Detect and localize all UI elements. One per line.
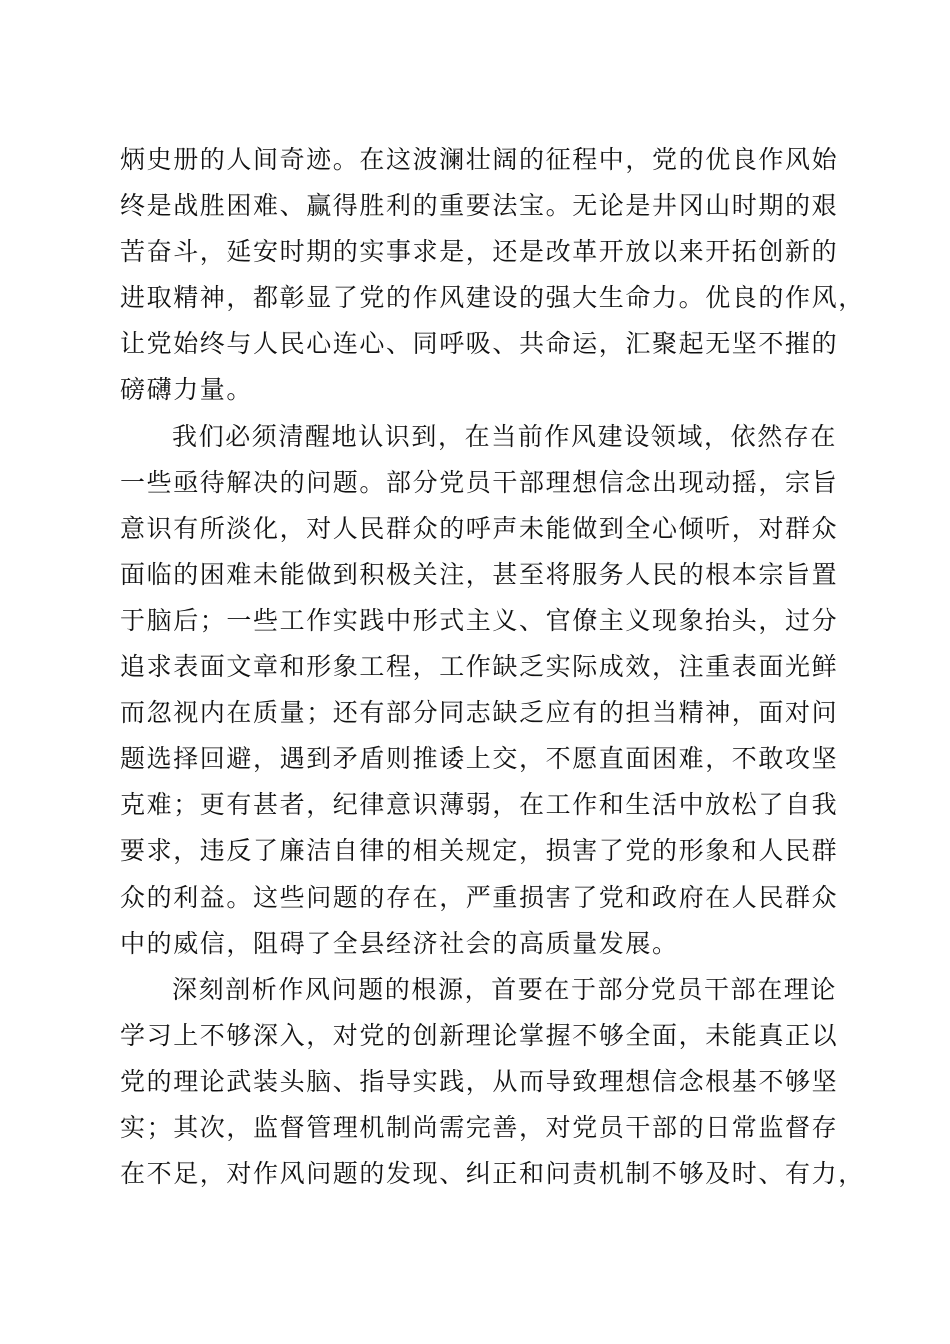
text-line: 题选择回避，遇到矛盾则推诿上交，不愿直面困难，不敢攻坚: [120, 744, 839, 774]
text-line: 我们必须清醒地认识到，在当前作风建设领域，依然存在: [172, 421, 838, 451]
text-line: 实；其次，监督管理机制尚需完善，对党员干部的日常监督存: [120, 1112, 839, 1142]
text-line: 于脑后；一些工作实践中形式主义、官僚主义现象抬头，过分: [120, 605, 839, 635]
text-line: 在不足，对作风问题的发现、纠正和问责机制不够及时、有力，: [120, 1159, 865, 1189]
text-line: 终是战胜困难、赢得胜利的重要法宝。无论是井冈山时期的艰: [120, 191, 839, 221]
text-line: 让党始终与人民心连心、同呼吸、共命运，汇聚起无坚不摧的: [120, 329, 839, 359]
text-line: 面临的困难未能做到积极关注，甚至将服务人民的根本宗旨置: [120, 559, 839, 589]
text-line: 意识有所淡化，对人民群众的呼声未能做到全心倾听，对群众: [120, 513, 839, 543]
text-line: 一些亟待解决的问题。部分党员干部理想信念出现动摇，宗旨: [120, 467, 839, 497]
paragraph-2: [120, 414, 840, 967]
text-line: 众的利益。这些问题的存在，严重损害了党和政府在人民群众: [120, 882, 839, 912]
text-line: 党的理论武装头脑、指导实践，从而导致理想信念根基不够坚: [120, 1066, 839, 1096]
text-line: 磅礴力量。: [120, 375, 254, 405]
paragraph-3: [120, 967, 865, 1197]
text-line: 进取精神，都彰显了党的作风建设的强大生命力。优良的作风，: [120, 283, 865, 313]
text-line: 追求表面文章和形象工程，工作缺乏实际成效，注重表面光鲜: [120, 652, 839, 682]
text-line: 中的威信，阻碍了全县经济社会的高质量发展。: [120, 928, 679, 958]
paragraph-1: [120, 137, 865, 414]
text-line: 炳史册的人间奇迹。在这波澜壮阔的征程中，党的优良作风始: [120, 145, 839, 174]
text-line: 而忽视内在质量；还有部分同志缺乏应有的担当精神，面对问: [120, 698, 839, 728]
text-line: 克难；更有甚者，纪律意识薄弱，在工作和生活中放松了自我: [120, 790, 839, 820]
body-text: [120, 137, 865, 1197]
text-line: 深刻剖析作风问题的根源，首要在于部分党员干部在理论: [172, 974, 838, 1004]
text-line: 学习上不够深入，对党的创新理论掌握不够全面，未能真正以: [120, 1020, 839, 1050]
text-line: 要求，违反了廉洁自律的相关规定，损害了党的形象和人民群: [120, 836, 839, 866]
text-line: 苦奋斗，延安时期的实事求是，还是改革开放以来开拓创新的: [120, 237, 839, 267]
